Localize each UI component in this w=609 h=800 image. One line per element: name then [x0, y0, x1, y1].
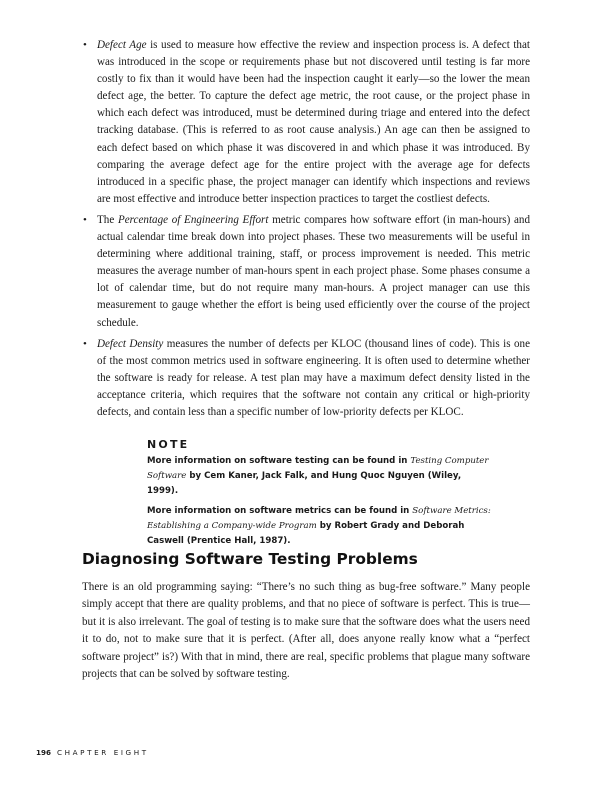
note-text: by Robert Grady and Deborah Caswell (Prentice Hall, 1987).: [147, 521, 465, 546]
page-footer: [36, 748, 149, 757]
section-heading: Diagnosing Software Testing Problems: [82, 550, 418, 568]
note-text: More information on software testing can be found in: [147, 456, 411, 466]
bullet-defect-density: [82, 336, 530, 421]
page-number: 196: [36, 748, 52, 757]
note-box: [147, 438, 492, 554]
note-text: More information on software metrics can be found in: [147, 506, 413, 516]
term-engineering-effort: Percentage of Engineering Effort: [117, 213, 269, 226]
bullet-text: is used to measure how effective the review and inspection process is. A defect that was introduced in the scope or requirements phase but not discovered until testing is far more costly to fix than it would have been had the inspection caught it early—so the lower the mean defect age, the better. To capture the defect age metric, the root cause, or the project phase in which each defect was introduced, must be determined during triage and entered into the defect tracking database. (This is referred to as root cause analysis.) An age can then be assigned to each defect based on which phase it was discovered in and which phase it was introduced. By comparing the average defect age for the entire project with the average age for defects introduced in a specific phase, the project manager can identify which inspections and reviews are most effective and introduce better inspection practices to target the costliest defects.: [97, 39, 530, 205]
note-text: by Cem Kaner, Jack Falk, and Hung Quoc Nguyen (Wiley, 1999).: [147, 471, 462, 496]
term-defect-density: Defect Density: [97, 337, 164, 350]
section-paragraph: There is an old programming saying: “There’s no such thing as bug-free software.” Many people simply accept that there are quality problems, and that no piece of software is perfect. This is true—but it is also irrelevant. The goal of testing is to make sure that the software does what the users need it to do, not to make sure that it is perfect. (After all, does anyone really know what a “perfect software project” is?) With that in mind, there are real, specific problems that plague many software projects that can be solved by software testing.: [82, 581, 530, 681]
bullet-text: metric compares how software effort (in man-hours) and actual calendar time break down into project phases. These two measurements will be useful in determining where additional training, staff, or process improvement is needed. This metric measures the average number of man-hours spent in each project phase. Some phases consume a lot of calendar time, but do not require many man-hours. A project manager can use this measurement to gauge whether the effort is being used efficiently over the course of the project schedule.: [97, 213, 530, 329]
bullet-engineering-effort: [82, 212, 530, 332]
bullet-defect-age: [82, 37, 530, 208]
note-paragraph-metrics: [147, 504, 492, 549]
book-title-metrics: Software Metrics: Establishing a Company-wide Program: [147, 506, 491, 531]
book-title-testing: Testing Computer Software: [147, 456, 489, 481]
metrics-bullet-list: [82, 37, 530, 425]
bullet-text: measures the number of defects per KLOC (thousand lines of code). This is one of the most common metrics used in software engineering. It is often used to determine whether the software is ready for release. A test plan may have a maximum defect density listed in the acceptance criteria, which requires that the software not contain any critical or high-priority defects, and contain less than a specific number of low-priority defects per KLOC.: [97, 337, 530, 418]
bullet-prefix: The: [97, 213, 118, 226]
chapter-label: CHAPTER EIGHT: [57, 748, 149, 757]
note-heading: NOTE: [147, 438, 190, 451]
note-paragraph-testing: [147, 454, 492, 499]
term-defect-age: Defect Age: [97, 39, 147, 51]
